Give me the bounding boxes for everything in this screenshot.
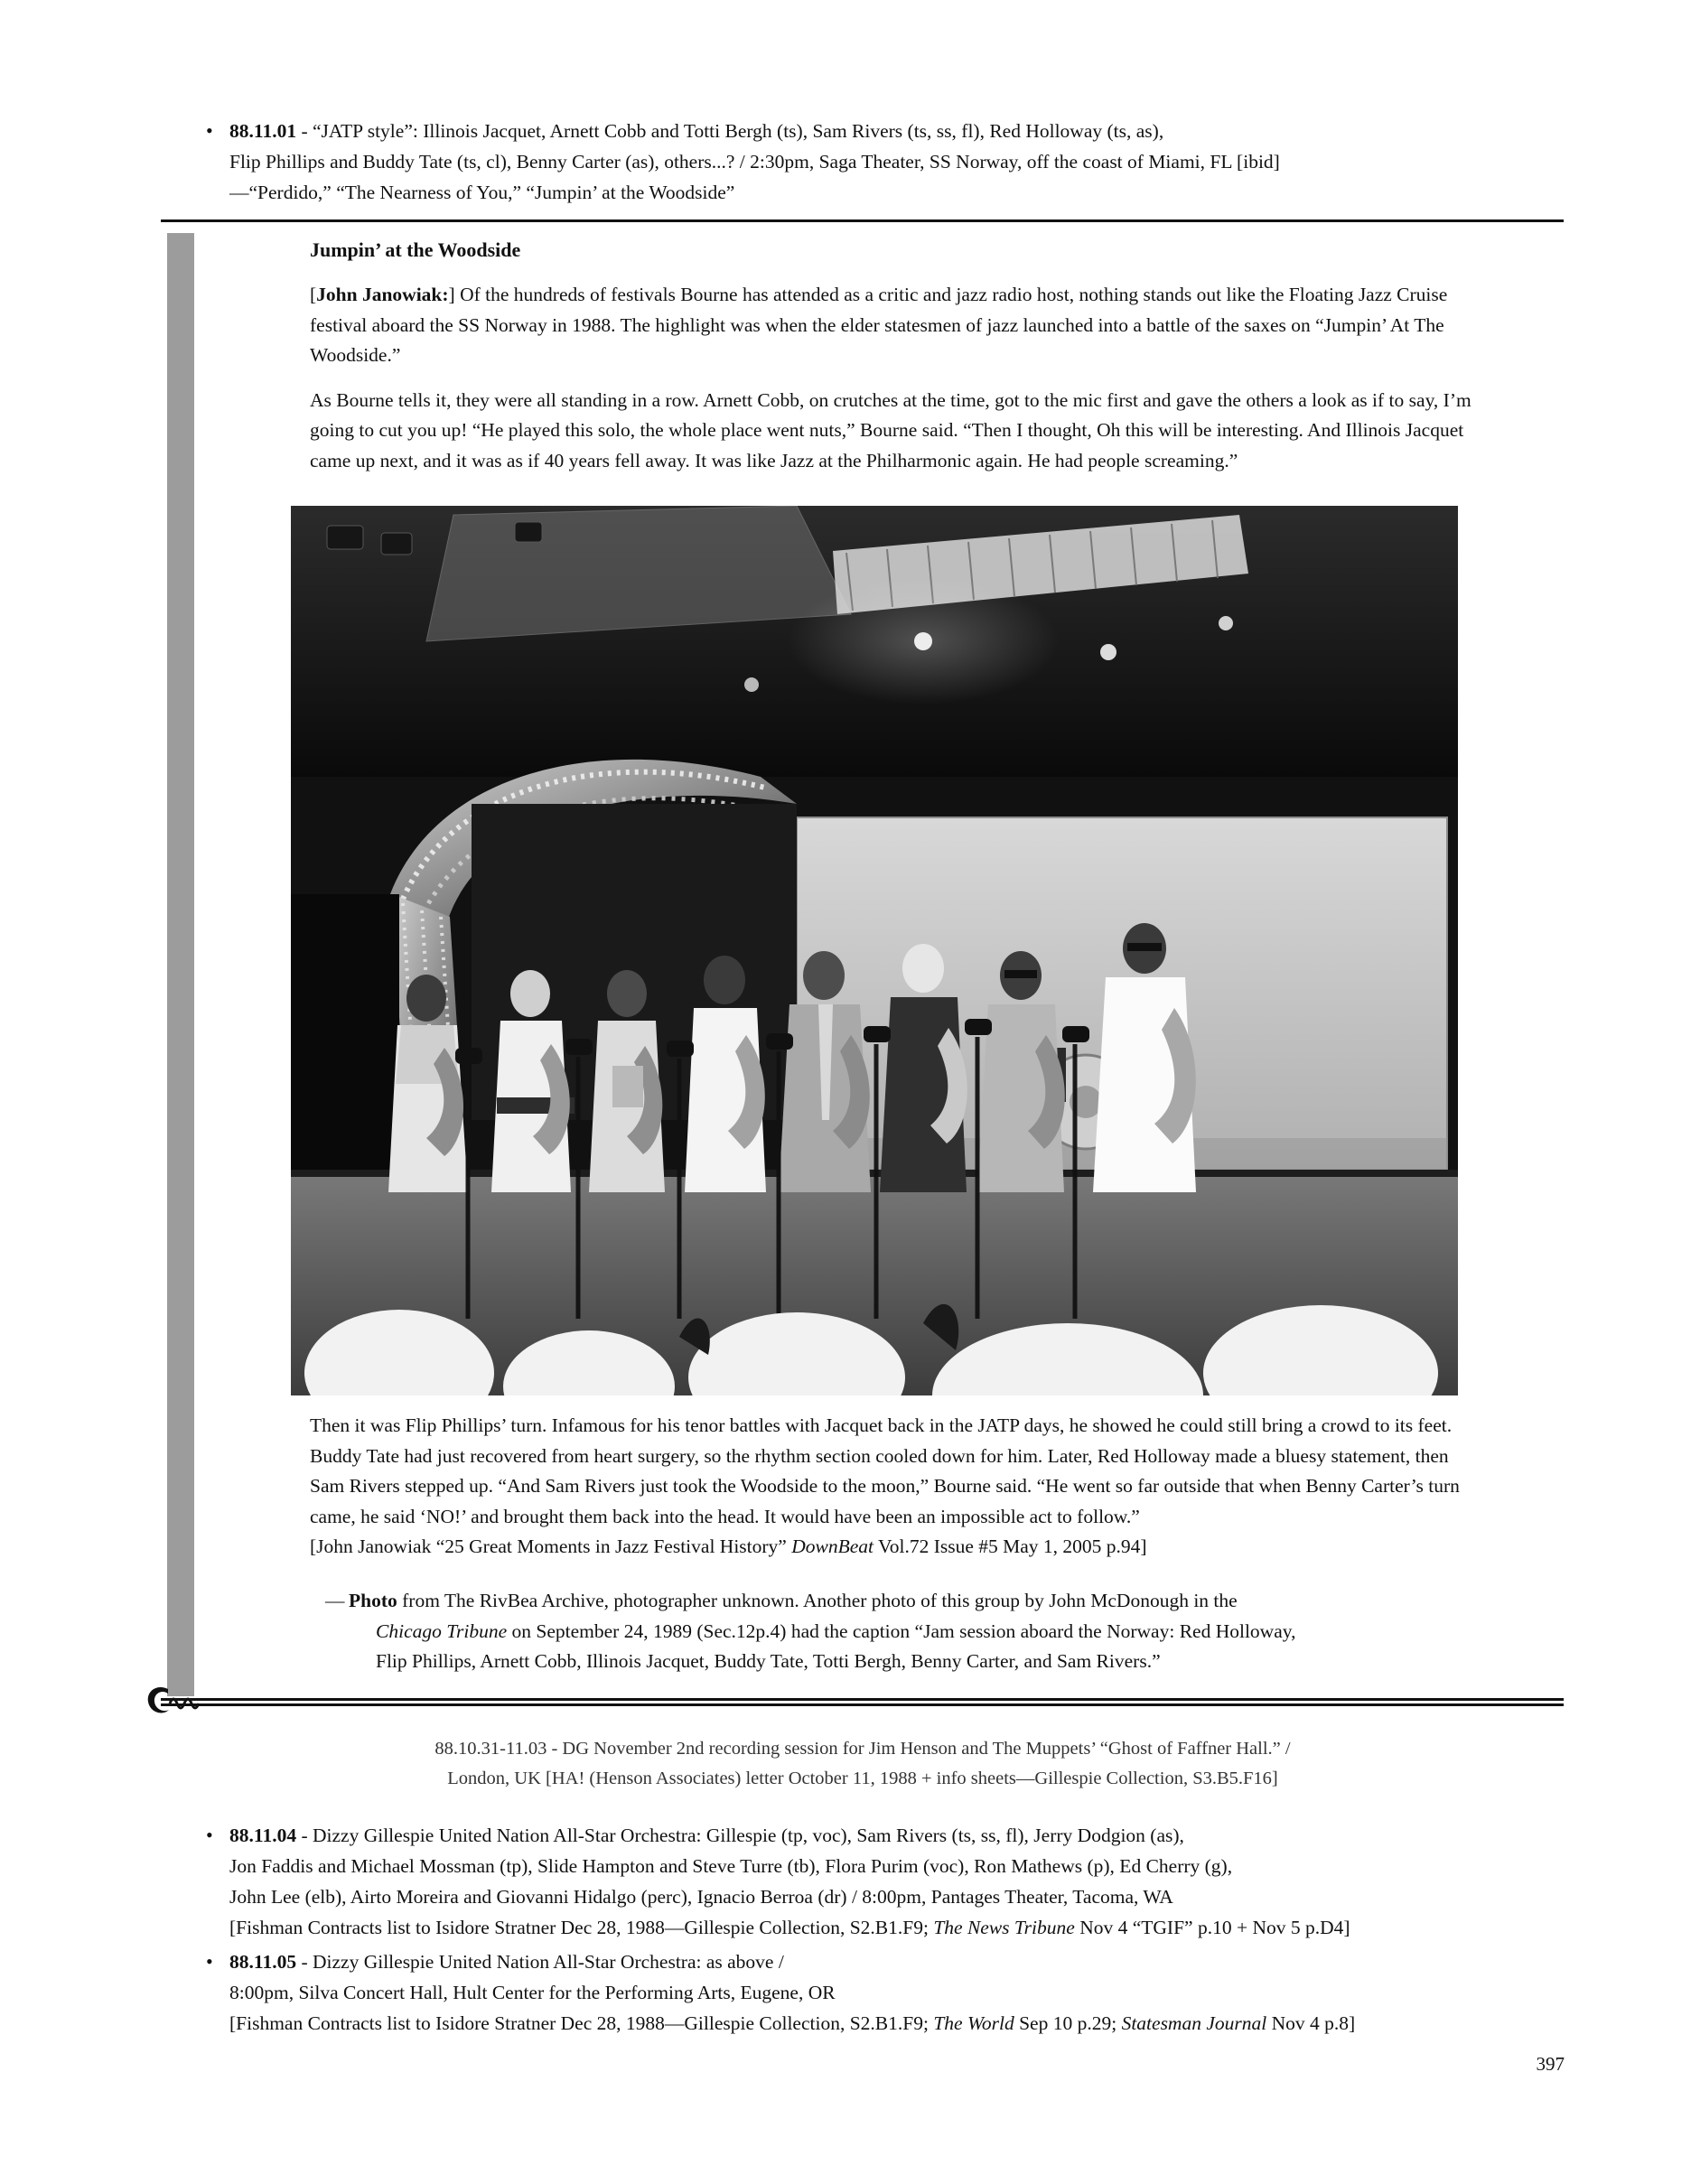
- photo-credit-note: [325, 1586, 1486, 1677]
- bullet-icon: •: [206, 119, 213, 142]
- entry-id: 88.11.04: [229, 1825, 297, 1846]
- quote-block: [310, 237, 1484, 490]
- entry-line-1: - “JATP style”: Illinois Jacquet, Arnett Cobb and Totti Bergh (ts), Sam Rivers (ts, ss, fl), Red Holloway (ts, as),: [296, 120, 1164, 142]
- photo-credit-text: [349, 1586, 1486, 1677]
- entry-source-pre: [Fishman Contracts list to Isidore Stratner Dec 28, 1988—Gillespie Collection, S2.B1.F9;: [229, 1917, 934, 1938]
- session-note: [271, 1734, 1454, 1794]
- entry-text: [229, 1946, 1570, 2039]
- stage-photograph: [291, 506, 1458, 1395]
- quote-attribution: John Janowiak:: [316, 284, 449, 305]
- horizontal-rule-top: [161, 219, 1564, 222]
- entry-88-11-04: [206, 1820, 1570, 1943]
- page-number: 397: [1536, 2053, 1565, 2075]
- quote-paragraph-1-text: ] Of the hundreds of festivals Bourne has attended as a critic and jazz radio host, nothing stands out like the Floating Jazz Cruise festival aboard the SS Norway in 1988. The highlight was when the elder statesmen of jazz launched into a battle of the saxes on “Jumpin’ At The Woodside.”: [310, 284, 1448, 366]
- entry-line-2: Flip Phillips and Buddy Tate (ts, cl), Benny Carter (as), others...? / 2:30pm, Saga Theater, SS Norway, off the coast of Miami, FL [ibid]: [229, 151, 1280, 173]
- photo-credit-source: Chicago Tribune: [376, 1619, 508, 1642]
- quote-citation-source: DownBeat: [791, 1535, 874, 1557]
- squiggle-logo-icon: [145, 1682, 208, 1720]
- photo-credit-line-3: Flip Phillips, Arnett Cobb, Illinois Jacquet, Buddy Tate, Totti Bergh, Benny Carter, and Sam Rivers.”: [376, 1650, 1161, 1672]
- quote-paragraph-2: As Bourne tells it, they were all standing in a row. Arnett Cobb, on crutches at the time, got to the mic first and gave the others a look as if to say, I’m going to cut you up! “He played this solo, the whole place went nuts,” Bourne said. “Then I thought, Oh this will be interesting. And Illinois Jacquet came up next, and it was as if 40 years fell away. It was like Jazz at the Philharmonic again. He had people screaming.”: [310, 388, 1471, 471]
- bottom-entry-list: [206, 1820, 1570, 2042]
- session-note-line-2: London, UK [HA! (Henson Associates) letter October 11, 1988 + info sheets—Gillespie Collection, S3.B5.F16]: [447, 1769, 1278, 1788]
- squiggle-logo-svg: [145, 1682, 208, 1720]
- entry-source-mid: Sep 10 p.29;: [1014, 2012, 1122, 2034]
- quote-sidebar-marker: [167, 233, 194, 1696]
- entry-id: 88.11.05: [229, 1951, 297, 1973]
- photo-credit-line-1: from The RivBea Archive, photographer unknown. Another photo of this group by John McDonough in the: [397, 1590, 1238, 1611]
- quote-paragraph-1: [John Janowiak:] Of the hundreds of festivals Bourne has attended as a critic and jazz radio host, nothing stands out like the Floating Jazz Cruise festival aboard the SS Norway in 1988. The highlight was when the elder statesmen of jazz launched into a battle of the saxes on “Jumpin’ At The Woodside.”: [310, 284, 1448, 366]
- entry-88-11-05: [206, 1946, 1570, 2039]
- entry-source-italic-2: Statesman Journal: [1121, 2012, 1267, 2034]
- quote-paragraph-3: [310, 1411, 1484, 1563]
- entry-line-1: - Dizzy Gillespie United Nation All-Star Orchestra: as above /: [296, 1951, 784, 1973]
- horizontal-rule-double: [161, 1698, 1564, 1706]
- entry-source-pre: [Fishman Contracts list to Isidore Stratner Dec 28, 1988—Gillespie Collection, S2.B1.F9;: [229, 2012, 934, 2034]
- bullet-icon: •: [206, 1950, 213, 1973]
- session-note-line-1: 88.10.31-11.03 - DG November 2nd recording session for Jim Henson and The Muppets’ “Ghost of Faffner Hall.” /: [434, 1739, 1291, 1759]
- quote-title: Jumpin’ at the Woodside: [310, 238, 521, 261]
- quote-citation-post: Vol.72 Issue #5 May 1, 2005 p.94]: [874, 1535, 1147, 1557]
- bullet-row: [206, 116, 1561, 208]
- quote-citation-pre: [John Janowiak “25 Great Moments in Jazz Festival History”: [310, 1535, 792, 1557]
- entry-line-1: - Dizzy Gillespie United Nation All-Star Orchestra: Gillespie (tp, voc), Sam Rivers (ts, ss, fl), Jerry Dodgion (as),: [296, 1825, 1184, 1846]
- entry-id: 88.11.01: [229, 120, 297, 142]
- photo-credit-line-2-rest: on September 24, 1989 (Sec.12p.4) had the caption “Jam session aboard the Norway: Red Holloway,: [507, 1619, 1296, 1642]
- entry-source-post: Nov 4 p.8]: [1266, 2012, 1356, 2034]
- entry-line-2: 8:00pm, Silva Concert Hall, Hult Center for the Performing Arts, Eugene, OR: [229, 1982, 836, 2003]
- photo-artwork: [291, 506, 1458, 1395]
- bullet-icon: •: [206, 1824, 213, 1846]
- photo-credit-line-2: [349, 1617, 1486, 1647]
- em-dash-icon: —: [325, 1590, 345, 1611]
- entry-text: [229, 116, 1561, 208]
- entry-line-2: Jon Faddis and Michael Mossman (tp), Slide Hampton and Steve Turre (tb), Flora Purim (voc), Ron Mathews (p), Ed Cherry (g),: [229, 1855, 1233, 1877]
- entry-source-italic: The News Tribune: [933, 1917, 1075, 1938]
- quote-paragraph-3-text: Then it was Flip Phillips’ turn. Infamous for his tenor battles with Jacquet back in the JATP days, he showed he could still bring a crowd to its feet. Buddy Tate had just recovered from heart surgery, so the rhythm section cooled down for him. Later, Red Holloway made a bluesy statement, then Sam Rivers stepped up. “And Sam Rivers just took the Woodside to the moon,” Bourne said. “He went so far outside that when Benny Carter’s turn came, he said ‘NO!’ and brought them back into the head. It would have been an impossible act to follow.”: [310, 1414, 1460, 1527]
- entry-text: [229, 1820, 1570, 1943]
- quote-continued: [310, 1411, 1484, 1577]
- entry-line-3: John Lee (elb), Airto Moreira and Giovanni Hidalgo (perc), Ignacio Berroa (dr) / 8:00pm, Pantages Theater, Tacoma, WA: [229, 1886, 1173, 1908]
- photo-credit-label: Photo: [349, 1590, 397, 1611]
- entry-source-post: Nov 4 “TGIF” p.10 + Nov 5 p.D4]: [1074, 1917, 1350, 1938]
- entry-line-3: —“Perdido,” “The Nearness of You,” “Jumpin’ at the Woodside”: [229, 182, 735, 203]
- entry-source-italic-1: The World: [933, 2012, 1014, 2034]
- entry-88-11-01: [206, 116, 1561, 208]
